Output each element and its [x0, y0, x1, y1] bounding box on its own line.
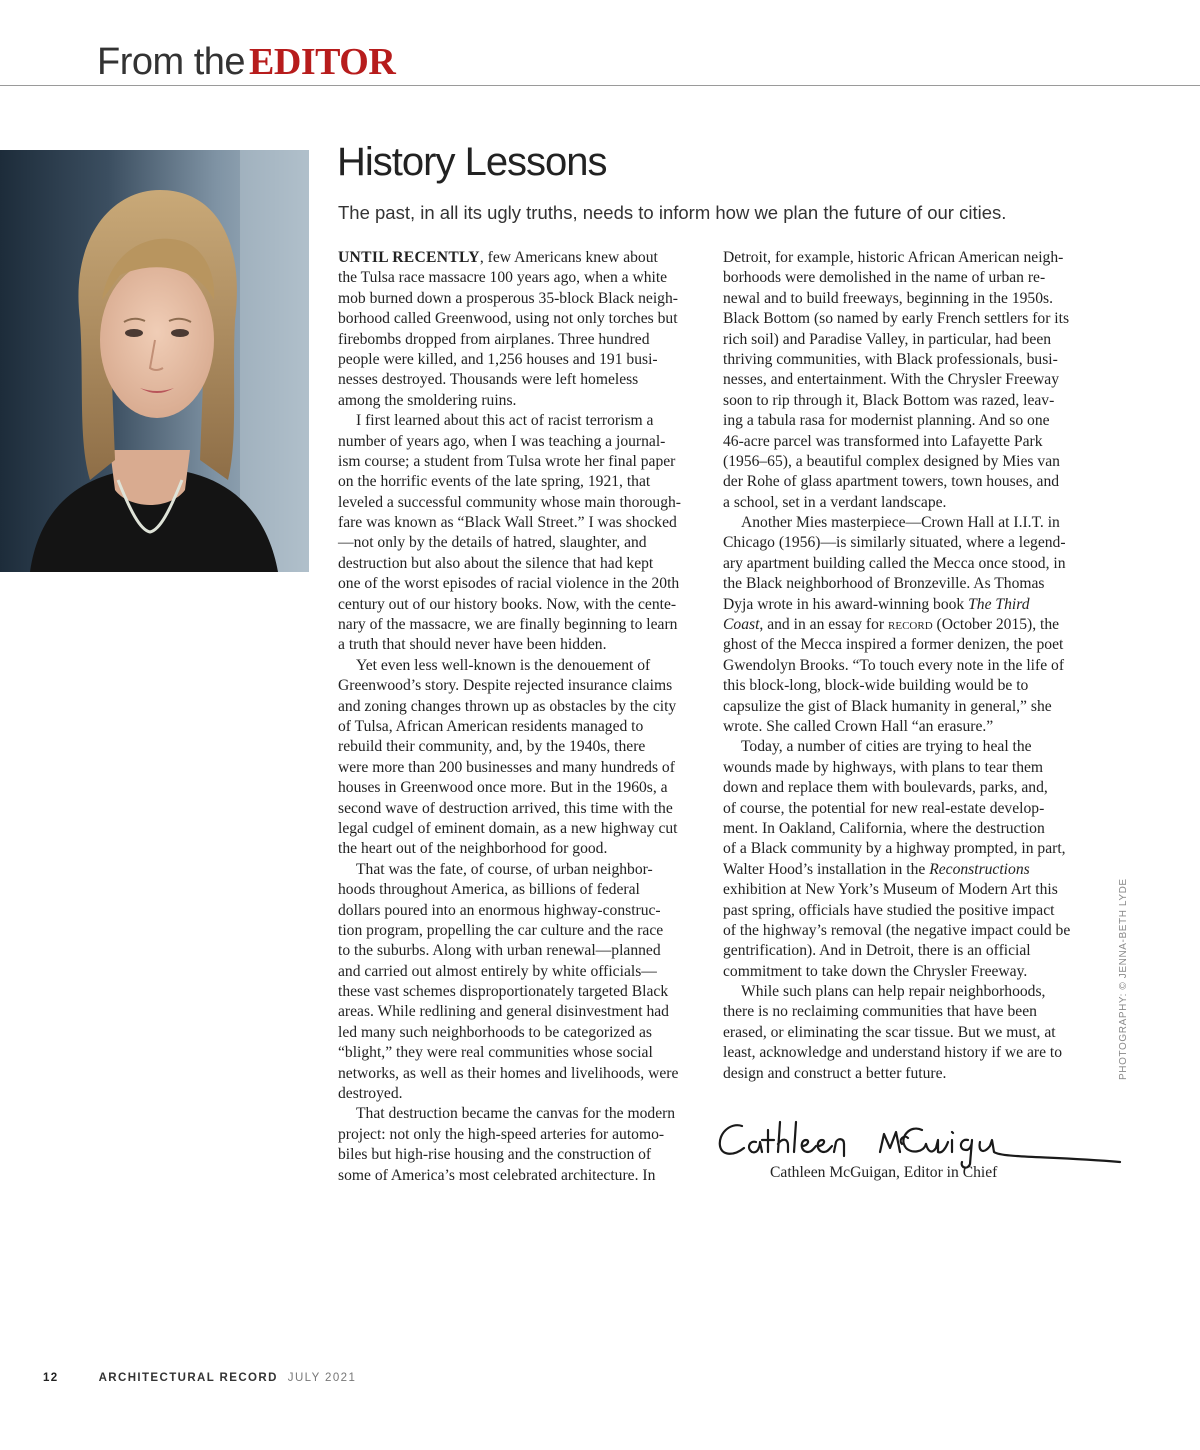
body-line: century out of our history books. Now, with the cente- — [338, 595, 677, 613]
book-title-cont: Coast — [723, 616, 760, 634]
body-line: tion program, propelling the car culture and the race — [338, 921, 664, 939]
body-line: of a Black community by a highway prompted, in part, — [723, 840, 1066, 858]
body-line: Black Bottom (so named by early French settlers for its — [723, 310, 1070, 328]
body-line: borhood called Greenwood, using not only torches but — [338, 310, 678, 328]
body-line: wrote. She called Crown Hall “an erasure.” — [723, 717, 994, 735]
magazine-name: record — [888, 616, 933, 634]
body-line: there is no reclaiming communities that have been — [723, 1003, 1037, 1021]
body-line: a truth that should never have been hidden. — [338, 636, 607, 654]
body-line: project: not only the high-speed arteries for automo- — [338, 1125, 665, 1143]
body-line: the heart out of the neighborhood for good. — [338, 840, 608, 858]
body-line: mob burned down a prosperous 35-block Black neigh- — [338, 289, 678, 307]
body-line: ary apartment building called the Mecca once stood, in — [723, 554, 1066, 572]
article-headline: History Lessons — [337, 140, 607, 184]
body-line-text: Walter Hood’s installation in the — [723, 860, 930, 878]
section-header-editor: EDITOR — [249, 41, 396, 83]
body-line: commitment to take down the Chrysler Freeway. — [723, 962, 1028, 980]
body-line: of Tulsa, African American residents managed to — [338, 717, 644, 735]
body-line-text: (October 2015), the — [932, 616, 1060, 634]
body-line: der Rohe of glass apartment towers, town houses, and — [723, 473, 1060, 491]
magazine-title: ARCHITECTURAL RECORD — [98, 1372, 278, 1384]
body-line: borhoods were demolished in the name of urban re- — [723, 269, 1046, 287]
body-line: the Black neighborhood of Bronzeville. As Thomas — [723, 575, 1045, 593]
body-line: fare was known as “Black Wall Street.” I was shocked — [338, 514, 677, 532]
body-line: While such plans can help repair neighborhoods, — [741, 983, 1046, 1001]
body-line: Gwendolyn Brooks. “To touch every note in the life of — [723, 656, 1065, 674]
article-column-right — [723, 248, 1091, 1084]
body-line: of the highway’s removal (the negative impact could be — [723, 921, 1071, 939]
body-line: Greenwood’s story. Despite rejected insurance claims — [338, 677, 673, 695]
body-line: ing a tabula rasa for modernist planning. And so one — [723, 412, 1050, 430]
body-line: rebuild their community, and, by the 1940s, there — [338, 738, 646, 756]
body-line: this block-long, block-wide building would be to — [723, 677, 1029, 695]
body-line: people were killed, and 1,256 houses and 191 busi- — [338, 350, 658, 368]
page-footer — [43, 1372, 356, 1384]
body-line: a school, set in a verdant landscape. — [723, 493, 947, 511]
body-line: Chicago (1956)—is similarly situated, where a legend- — [723, 534, 1066, 552]
header-rule — [0, 85, 1200, 86]
body-line: ghost of the Mecca inspired a former denizen, the poet — [723, 636, 1064, 654]
body-line: Yet even less well-known is the denouement of — [356, 656, 651, 674]
body-line: erased, or eliminating the scar tissue. But we must, at — [723, 1023, 1056, 1041]
editor-signature — [712, 1112, 1132, 1172]
body-line: of course, the potential for new real-estate develop- — [723, 799, 1045, 817]
body-line: led many such neighborhoods to be categorized as — [338, 1023, 652, 1041]
body-line-text: , and in an essay for — [759, 616, 889, 634]
body-line: wounds made by highways, with plans to tear them — [723, 758, 1044, 776]
body-line: some of America’s most celebrated architecture. In — [338, 1166, 656, 1184]
body-line: I first learned about this act of racist terrorism a — [356, 412, 654, 430]
book-title: The Third — [968, 595, 1030, 613]
body-line: the Tulsa race massacre 100 years ago, when a white — [338, 269, 668, 287]
exhibition-title: Reconstructions — [929, 860, 1030, 878]
page-number: 12 — [43, 1372, 59, 1384]
body-line: rich soil) and Paradise Valley, in particular, had been — [723, 330, 1052, 348]
body-line: 46-acre parcel was transformed into Lafayette Park — [723, 432, 1043, 450]
body-line: and zoning changes thrown up as obstacles by the city — [338, 697, 677, 715]
body-line: among the smoldering ruins. — [338, 391, 517, 409]
body-line: areas. While redlining and general disinvestment had — [338, 1003, 669, 1021]
body-line: firebombs dropped from airplanes. Three hundred — [338, 330, 650, 348]
body-line: —not only by the details of hatred, slaughter, and — [338, 534, 647, 552]
body-line: on the horrific events of the late spring, 1921, that — [338, 473, 651, 491]
editor-portrait — [0, 150, 309, 572]
body-line: to the suburbs. Along with urban renewal—planned — [338, 942, 661, 960]
body-line: number of years ago, when I was teaching a journal- — [338, 432, 666, 450]
body-line: one of the worst episodes of racial violence in the 20th — [338, 575, 680, 593]
section-header-from: From the — [97, 41, 246, 83]
article-dek: The past, in all its ugly truths, needs to inform how we plan the future of our cities. — [338, 202, 1007, 223]
body-line: thriving communities, with Black professionals, busi- — [723, 350, 1058, 368]
body-line: and carried out almost entirely by white officials— — [338, 962, 657, 980]
body-line: Today, a number of cities are trying to heal the — [741, 738, 1032, 756]
body-line: (1956–65), a beautiful complex designed by Mies van — [723, 452, 1060, 470]
body-line: houses in Greenwood once more. But in the 1960s, a — [338, 779, 668, 797]
article-column-left — [338, 248, 706, 1186]
lead-in: UNTIL RECENTLY — [338, 249, 480, 266]
body-line: down and replace them with boulevards, parks, and, — [723, 779, 1048, 797]
photo-credit: PHOTOGRAPHY: © JENNA-BETH LYDE — [1118, 878, 1129, 1080]
body-line: these vast schemes disproportionately targeted Black — [338, 983, 669, 1001]
body-line: legal cudgel of eminent domain, as a new highway cut — [338, 819, 678, 837]
body-line: That destruction became the canvas for the modern — [356, 1105, 676, 1123]
body-line: nesses destroyed. Thousands were left homeless — [338, 371, 639, 389]
body-line: biles but high-rise housing and the construction of — [338, 1146, 652, 1164]
body-line: That was the fate, of course, of urban neighbor- — [356, 860, 653, 878]
body-line: dollars poured into an enormous highway-construc- — [338, 901, 661, 919]
body-line: newal and to build freeways, beginning in the 1950s. — [723, 289, 1053, 307]
body-line: , few Americans knew about — [479, 249, 658, 266]
body-line-text: Dyja wrote in his award-winning book — [723, 595, 969, 613]
body-line: second wave of destruction arrived, this time with the — [338, 799, 673, 817]
body-line: “blight,” they were real communities whose social — [338, 1044, 653, 1062]
section-header — [97, 40, 395, 84]
body-line: exhibition at New York’s Museum of Modern Art this — [723, 881, 1058, 899]
body-line: ism course; a student from Tulsa wrote her final paper — [338, 452, 676, 470]
body-line: leveled a successful community whose main thorough- — [338, 493, 681, 511]
body-line: past spring, officials have studied the positive impact — [723, 901, 1055, 919]
body-line: soon to rip through it, Black Bottom was razed, leav- — [723, 391, 1055, 409]
body-line: gentrification). And in Detroit, there is an official — [723, 942, 1031, 960]
body-line: capsulize the gist of Black humanity in general,” she — [723, 697, 1052, 715]
body-line: hoods throughout America, as billions of federal — [338, 881, 640, 899]
issue-date: JULY 2021 — [287, 1372, 357, 1384]
body-line: networks, as well as their homes and livelihoods, were — [338, 1064, 679, 1082]
body-line: destroyed. — [338, 1085, 403, 1103]
body-line: design and construct a better future. — [723, 1064, 947, 1082]
signature-caption: Cathleen McGuigan, Editor in Chief — [770, 1164, 998, 1181]
body-line: least, acknowledge and understand history if we are to — [723, 1044, 1063, 1062]
body-line: destruction but also about the silence that had kept — [338, 554, 654, 572]
body-line: Another Mies masterpiece—Crown Hall at I.I.T. in — [741, 514, 1060, 532]
body-line: ment. In Oakland, California, where the destruction — [723, 819, 1045, 837]
body-line: nary of the massacre, we are finally beginning to learn — [338, 616, 678, 634]
body-line: Detroit, for example, historic African American neigh- — [723, 249, 1064, 266]
body-line: nesses, and entertainment. With the Chrysler Freeway — [723, 371, 1059, 389]
body-line: were more than 200 businesses and many hundreds of — [338, 758, 675, 776]
